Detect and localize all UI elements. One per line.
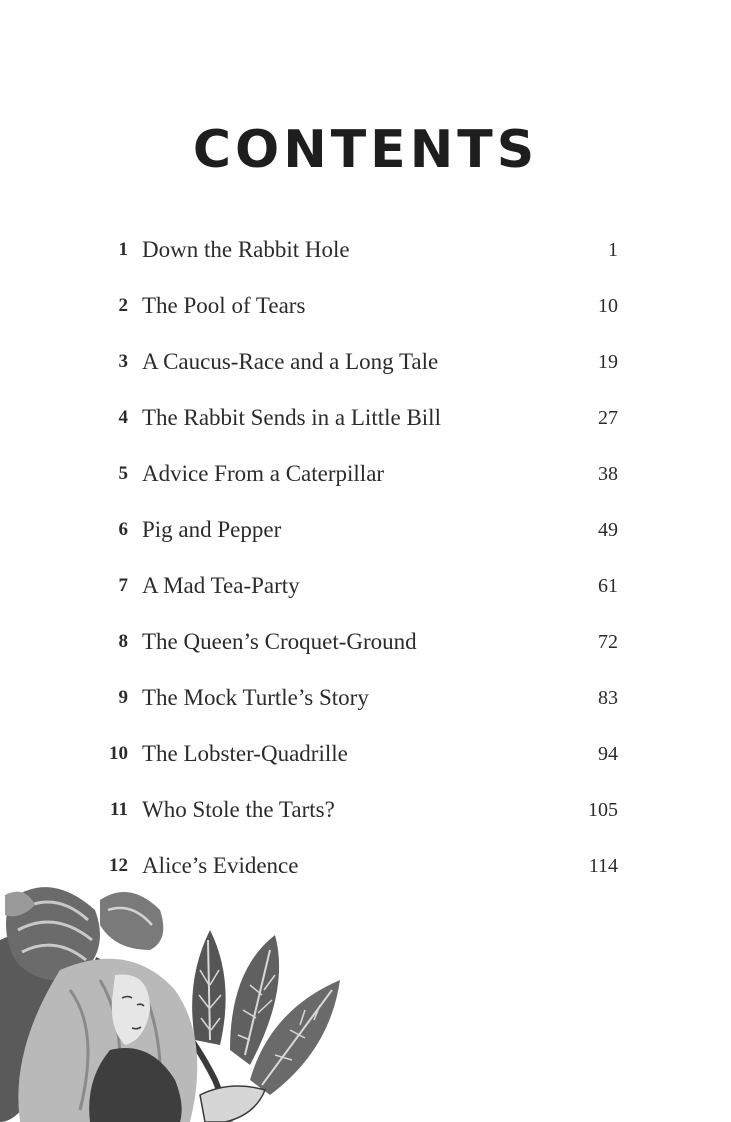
- chapter-title: Down the Rabbit Hole: [142, 237, 350, 262]
- table-of-contents: [100, 230, 620, 902]
- page-number: 27: [598, 407, 618, 429]
- page-number: 83: [598, 687, 618, 709]
- page-number: 19: [598, 351, 618, 373]
- toc-entry[interactable]: [100, 678, 620, 734]
- chapter-title: A Caucus-Race and a Long Tale: [142, 349, 439, 374]
- page-number: 10: [598, 295, 618, 317]
- toc-entry[interactable]: [100, 342, 620, 398]
- chapter-title: The Mock Turtle’s Story: [142, 685, 369, 710]
- chapter-number: 12: [109, 855, 128, 876]
- page-number: 114: [588, 855, 618, 877]
- page-number: 49: [598, 519, 618, 541]
- page-number: 94: [598, 743, 618, 765]
- toc-entry[interactable]: [100, 734, 620, 790]
- toc-entry[interactable]: [100, 566, 620, 622]
- chapter-number: 5: [118, 463, 128, 484]
- chapter-title: Advice From a Caterpillar: [142, 461, 385, 486]
- page-number: 38: [598, 463, 618, 485]
- chapter-number: 10: [109, 743, 128, 764]
- toc-entry[interactable]: [100, 286, 620, 342]
- chapter-number: 11: [110, 799, 128, 820]
- page-number: 61: [598, 575, 618, 597]
- toc-entry[interactable]: [100, 622, 620, 678]
- chapter-number: 7: [118, 575, 128, 596]
- chapter-title: A Mad Tea-Party: [142, 573, 300, 598]
- page-number: 1: [608, 239, 618, 261]
- toc-entry[interactable]: [100, 790, 620, 846]
- leaf-icon: [192, 930, 225, 1045]
- page-number: 105: [588, 799, 618, 821]
- toc-entry[interactable]: [100, 230, 620, 286]
- toc-entry[interactable]: [100, 454, 620, 510]
- chapter-number: 4: [118, 407, 128, 428]
- chapter-title: Alice’s Evidence: [142, 853, 299, 878]
- chapter-number: 8: [118, 631, 128, 652]
- page-number: 72: [598, 631, 618, 653]
- chapter-title: Who Stole the Tarts?: [142, 797, 335, 822]
- chapter-title: The Rabbit Sends in a Little Bill: [142, 405, 441, 430]
- alice-with-flowers-illustration: [0, 880, 360, 1122]
- chapter-number: 2: [118, 295, 128, 316]
- chapter-title: The Pool of Tears: [142, 293, 306, 318]
- page-title: CONTENTS: [192, 120, 539, 180]
- chapter-title: The Queen’s Croquet-Ground: [142, 629, 417, 654]
- chapter-title: The Lobster-Quadrille: [142, 741, 348, 766]
- chapter-number: 9: [118, 687, 128, 708]
- chapter-number: 1: [118, 239, 128, 260]
- chapter-number: 6: [118, 519, 128, 540]
- toc-entry[interactable]: [100, 510, 620, 566]
- chapter-title: Pig and Pepper: [142, 517, 282, 542]
- chapter-number: 3: [118, 351, 128, 372]
- toc-entry[interactable]: [100, 398, 620, 454]
